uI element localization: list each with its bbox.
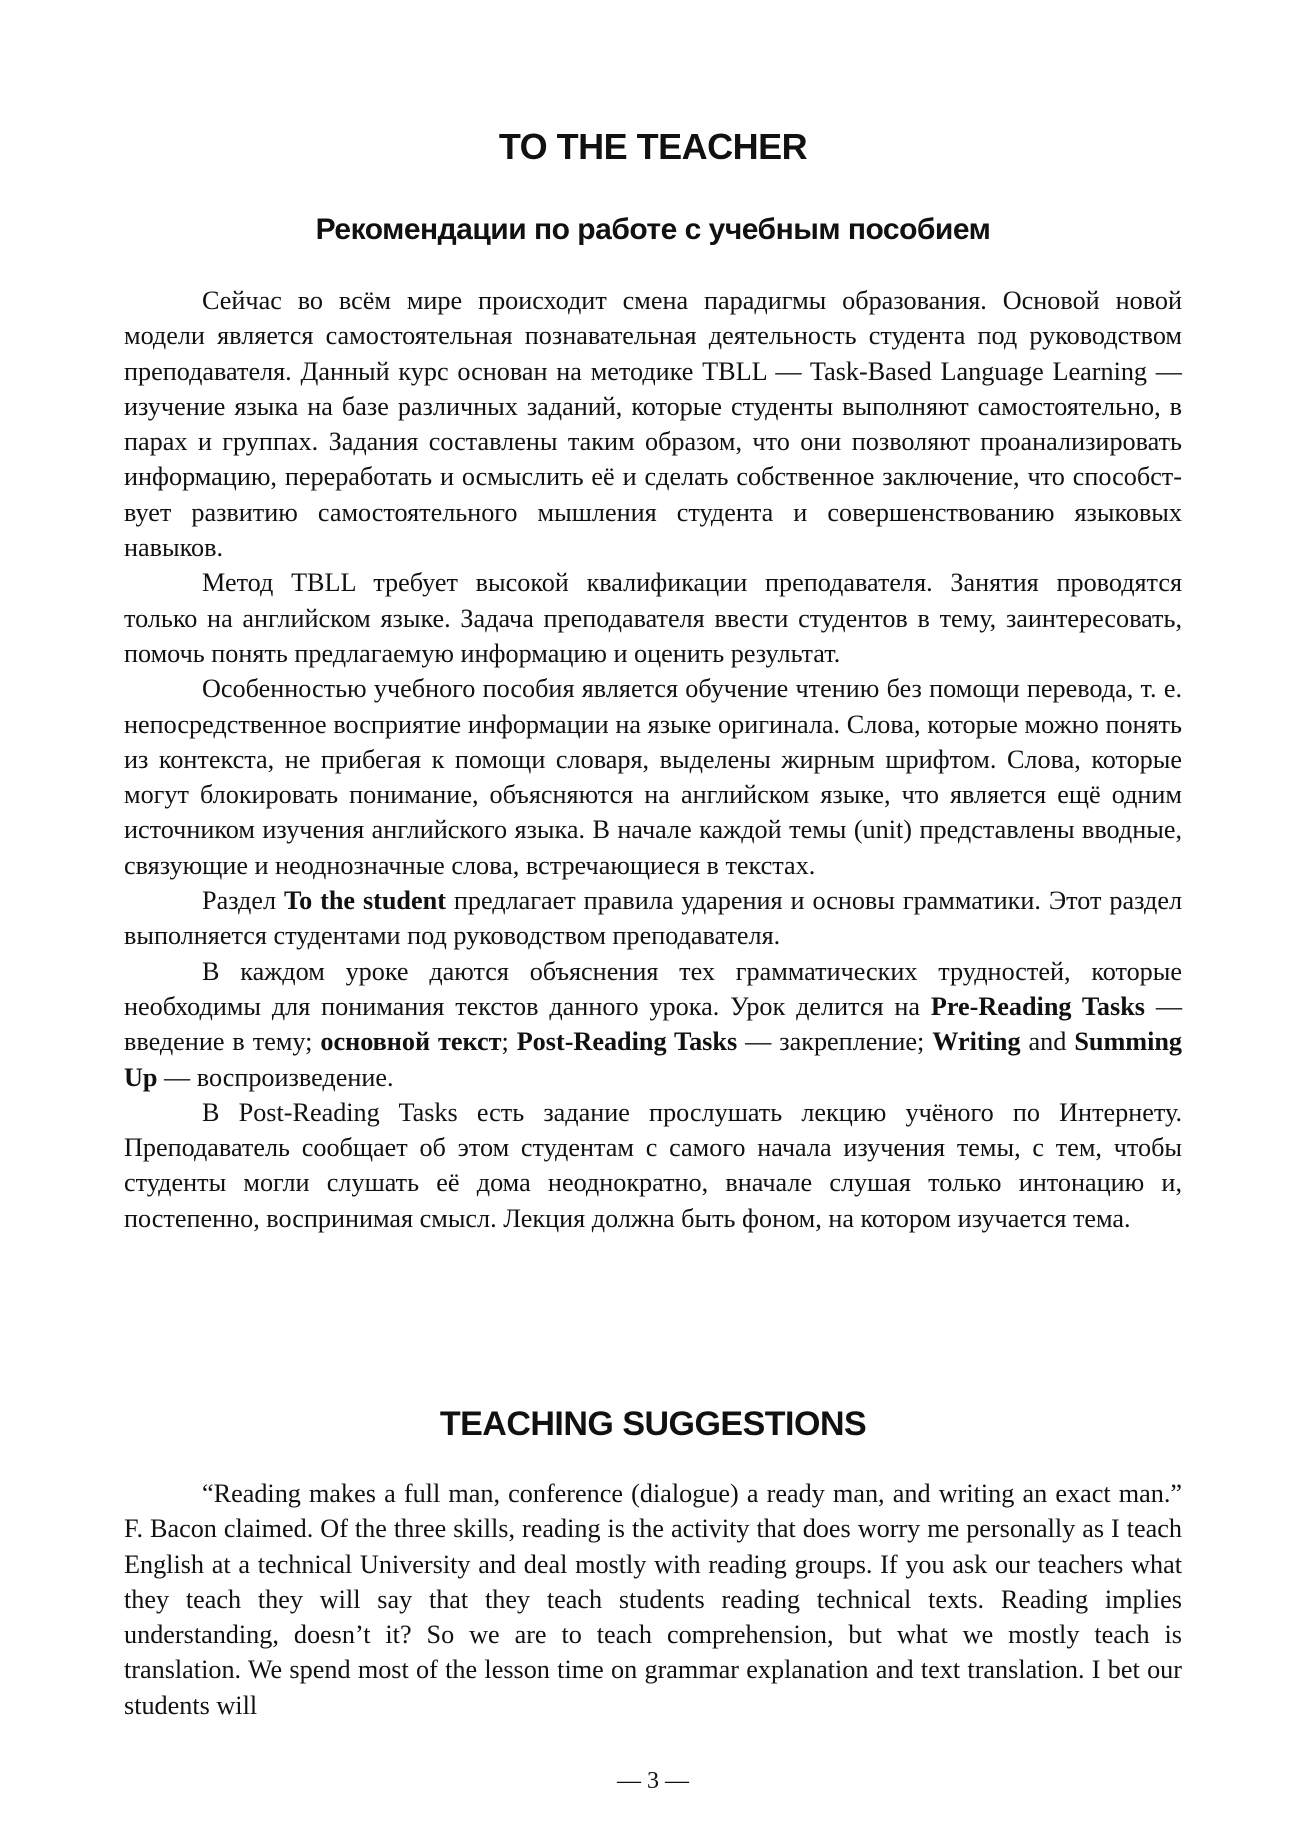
bold-term: Writing — [932, 1027, 1021, 1057]
page-title: TO THE TEACHER — [498, 126, 808, 167]
text-run: — воспроизведение. — [157, 1062, 394, 1092]
paragraph: В Post-Reading Tasks есть задание прослушать лекцию учёного по Интернету. Преподаватель сообщает об этом студентам с самого начала изучения темы, с тем, чтобы студенты могли слушать её дома неоднократно, вначале слушая только интонацию и, постепенно, воспринимая смысл. Лекция должна быть фоном, на котором изучается тема. — [124, 1097, 1182, 1233]
text-run: ; — [501, 1027, 517, 1057]
paragraph — [124, 883, 1182, 954]
recommendations-text — [124, 283, 1182, 1236]
text-run: — введение в тему; — [124, 991, 1183, 1057]
document-page — [124, 0, 1182, 1848]
text-run: Раздел — [202, 886, 285, 916]
teaching-suggestions-text — [124, 1476, 1182, 1723]
bold-term: Post-Reading Tasks — [516, 1027, 738, 1057]
section-title: TEACHING SUGGESTIONS — [439, 1405, 867, 1443]
paragraph: Особенностью учебного пособия является обучение чтению без помощи перевода, т. е. непосредственное восприятие информации на языке оригинала. Слова, которые можно понять из контекста, не прибегая к помощи словаря, выделены жирным шрифтом. Слова, которые могут блокировать понимание, объясняются на английском языке, что является ещё одним источником изучения английского языка. В начале каждой темы (unit) представлены вводные, связующие и неоднозначные слова, встречающиеся в текстах. — [124, 674, 1182, 880]
text-run: предлагает правила ударения и основы грамматики. Этот раздел выполняется студентами под руководством преподавателя. — [124, 886, 1183, 951]
bold-term: основной текст — [320, 1027, 502, 1057]
bold-term: Summing Up — [124, 1027, 1183, 1092]
text-run: and — [1020, 1027, 1075, 1057]
paragraph: Метод TBLL требует высокой квалификации преподавателя. Занятия проводятся только на английском языке. Задача преподавателя ввести студентов в тему, заинтересовать, помочь понять предлагаемую информацию и оценить результат. — [124, 568, 1182, 668]
paragraph: Сейчас во всём мире происходит смена парадигмы образования. Основой новой модели является самостоятельная познавательная деятельность студента под руководством преподавателя. Данный курс основан на методике TBLL — Task-Based Language Learning — изучение языка на базе различных заданий, которые студенты выполняют самостоятельно, в парах и группах. Задания составлены таким образом, что они позволяют проанализировать информацию, переработать и осмыслить её и сделать собственное заключение, что способствует развитию самостоятельного мышления студента и совершенствованию языковых навыков. — [124, 286, 1182, 563]
paragraph: “Reading makes a full man, conference (dialogue) a ready man, and writing an exact man.” F. Bacon claimed. Of the three skills, reading is the activity that does worry me personally as I teach English at a technical University and deal mostly with reading groups. If you ask our teachers what they teach they will say that they teach students reading technical texts. Reading implies understanding, doesn’t it? So we are to teach comprehension, but what we mostly teach is translation. We spend most of the lesson time on grammar explanation and text translation. I bet our students will — [124, 1479, 1182, 1720]
text-run: — закрепление; — [737, 1027, 933, 1057]
bold-term: Pre-Reading Tasks — [930, 991, 1145, 1021]
text-run: В каждом уроке даются объяснения тех грамматических трудностей, которые необходимы для понимания текстов данного урока. Урок делится на — [124, 956, 1182, 1021]
bold-term: To the student — [284, 886, 446, 916]
page-number: — 3 — — [617, 1768, 689, 1794]
paragraph — [124, 954, 1182, 1095]
section-subtitle: Рекомендации по работе с учебным пособием — [315, 213, 991, 246]
